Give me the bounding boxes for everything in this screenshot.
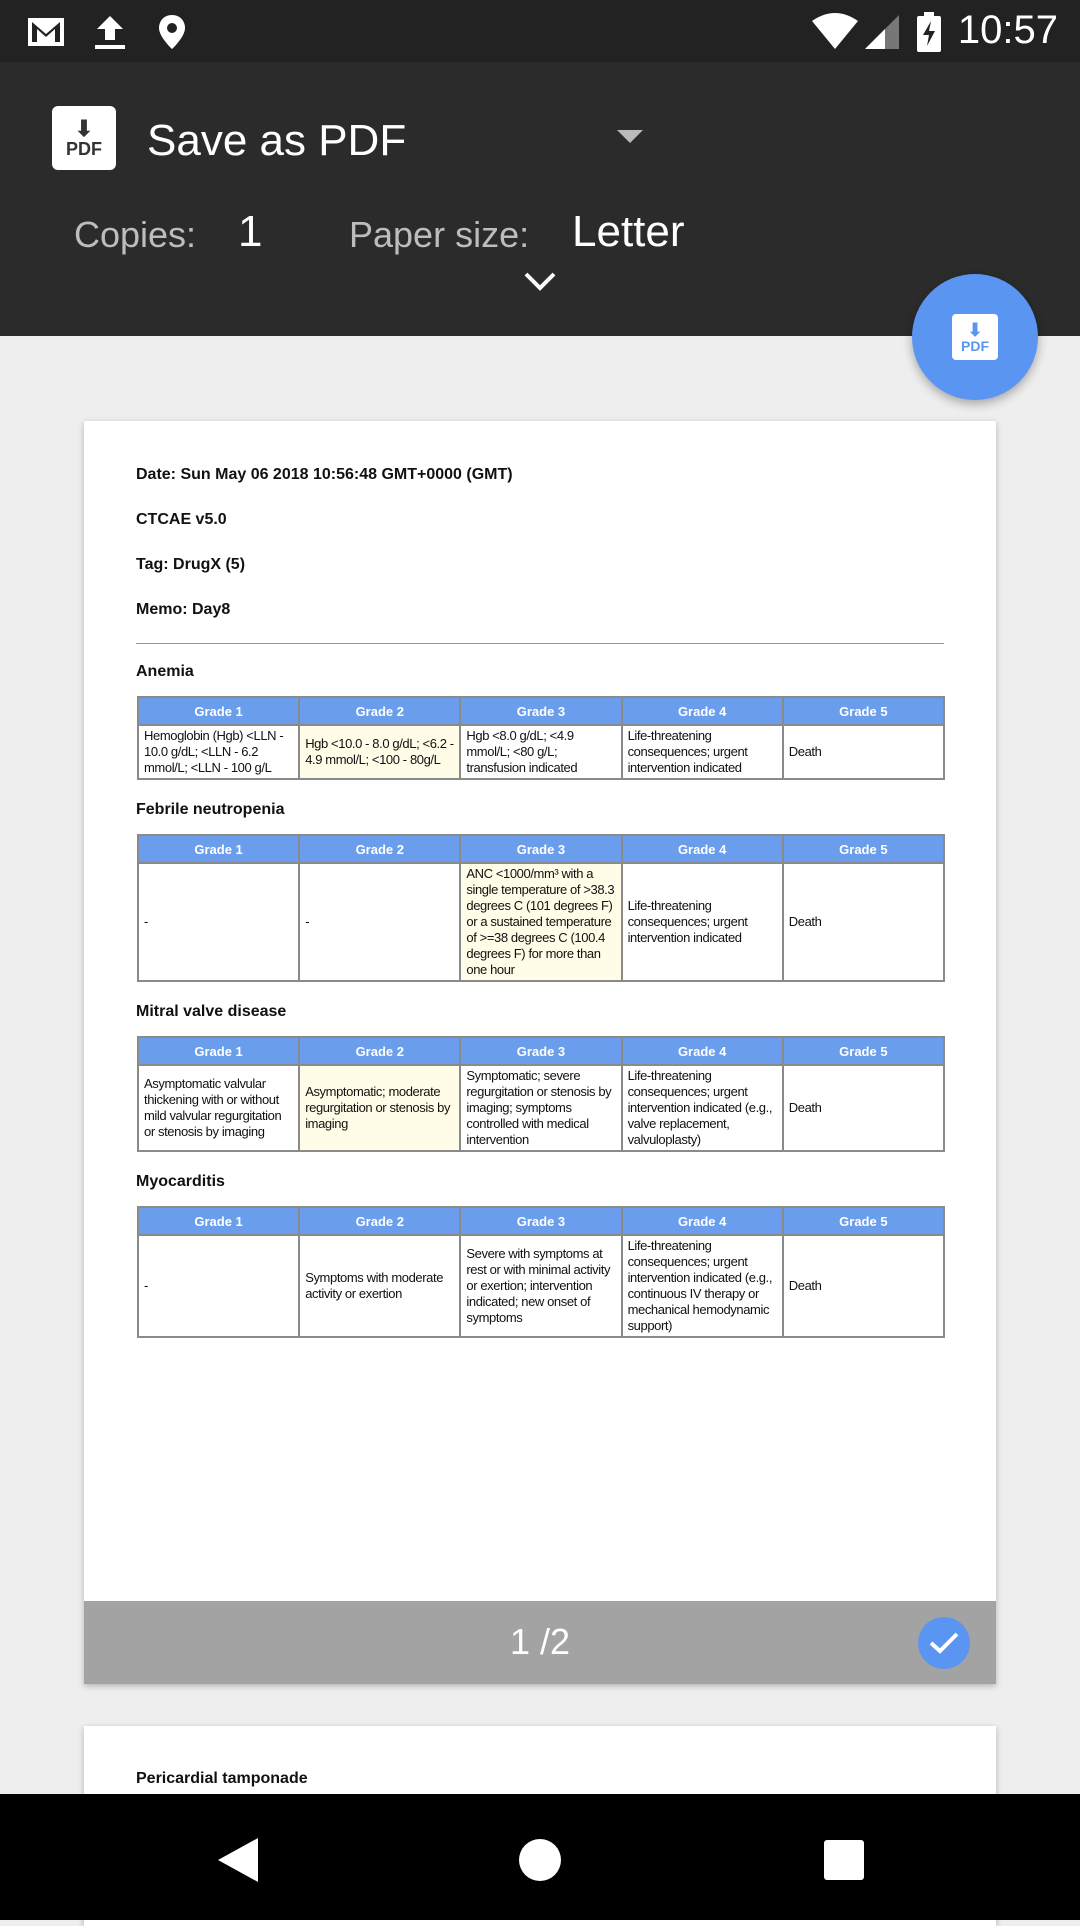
column-header: Grade 2 (299, 1037, 460, 1065)
gmail-icon (26, 12, 66, 52)
grade-cell: Asymptomatic valvular thickening with or without mild valvular regurgitation or stenosis by imaging (138, 1065, 299, 1151)
section-title: Myocarditis (136, 1173, 225, 1190)
back-icon[interactable] (208, 1830, 268, 1890)
pdf-file-icon: ⬇ PDF (52, 106, 116, 170)
grade-table (137, 1036, 945, 1152)
date-line: Date: Sun May 06 2018 10:56:48 GMT+0000 (GMT) (136, 466, 513, 483)
memo-line: Memo: Day8 (136, 601, 231, 618)
table-row (138, 1065, 944, 1151)
tag-line: Tag: DrugX (5) (136, 556, 246, 573)
print-toolbar (0, 62, 1080, 336)
column-header: Grade 4 (622, 835, 783, 863)
column-header: Grade 3 (460, 1037, 621, 1065)
grade-cell: Life-threatening consequences; urgent intervention indicated (e.g., continuous IV therapy or mechanical hemodynamic support) (622, 1235, 783, 1337)
printer-select[interactable]: Save as PDF (147, 116, 407, 165)
page-selected-checkbox[interactable] (918, 1617, 970, 1669)
check-icon (928, 1631, 960, 1655)
grade-cell: Asymptomatic; moderate regurgitation or stenosis by imaging (299, 1065, 460, 1151)
section-title: Anemia (136, 663, 194, 680)
dropdown-arrow-icon[interactable] (617, 130, 643, 143)
column-header: Grade 2 (299, 1207, 460, 1235)
clock: 10:57 (957, 8, 1058, 52)
page-preview-1[interactable] (84, 421, 996, 1684)
grade-cell: Hemoglobin (Hgb) <LLN - 10.0 g/dL; <LLN - 6.2 mmol/L; <LLN - 100 g/L (138, 725, 299, 779)
recents-icon[interactable] (814, 1830, 874, 1890)
signal-icon (862, 12, 902, 52)
table-header-row (138, 697, 944, 725)
section-title: Mitral valve disease (136, 1003, 287, 1020)
grade-cell: Hgb <8.0 g/dL; <4.9 mmol/L; <80 g/L; transfusion indicated (460, 725, 621, 779)
divider (136, 643, 944, 644)
grade-table (137, 1206, 945, 1338)
pdf-download-icon: ⬇ PDF (952, 314, 998, 360)
table-header-row (138, 835, 944, 863)
column-header: Grade 2 (299, 835, 460, 863)
column-header: Grade 4 (622, 697, 783, 725)
column-header: Grade 3 (460, 1207, 621, 1235)
grade-cell: Severe with symptoms at rest or with minimal activity or exertion; intervention indicated; new onset of symptoms (460, 1235, 621, 1337)
grade-cell: ANC <1000/mm³ with a single temperature of >38.3 degrees C (101 degrees F) or a sustained temperature of >=38 degrees C (100.4 degrees F) for more than one hour (460, 863, 621, 981)
table-row (138, 725, 944, 779)
column-header: Grade 5 (783, 835, 944, 863)
column-header: Grade 5 (783, 1207, 944, 1235)
table-header-row (138, 1037, 944, 1065)
grade-table (137, 696, 945, 780)
download-pdf-button[interactable] (912, 274, 1038, 400)
navigation-bar (0, 1794, 1080, 1920)
grade-cell: Death (783, 1235, 944, 1337)
grade-cell: - (138, 863, 299, 981)
paper-size-select[interactable]: Letter (572, 207, 685, 256)
table-row (138, 863, 944, 981)
wifi-icon (810, 12, 860, 52)
grade-cell: Life-threatening consequences; urgent intervention indicated (622, 725, 783, 779)
battery-charging-icon (914, 12, 944, 52)
home-icon[interactable] (510, 1830, 570, 1890)
column-header: Grade 5 (783, 1037, 944, 1065)
grade-cell: - (138, 1235, 299, 1337)
grade-cell: Life-threatening consequences; urgent intervention indicated (622, 863, 783, 981)
grade-cell: Symptomatic; severe regurgitation or stenosis by imaging; symptoms controlled with medical intervention (460, 1065, 621, 1151)
location-icon (152, 12, 192, 52)
grade-cell: - (299, 863, 460, 981)
page-footer (84, 1601, 996, 1684)
version-line: CTCAE v5.0 (136, 511, 227, 528)
column-header: Grade 3 (460, 697, 621, 725)
grade-cell: Symptoms with moderate activity or exertion (299, 1235, 460, 1337)
column-header: Grade 1 (138, 1207, 299, 1235)
table-row (138, 1235, 944, 1337)
grade-cell: Hgb <10.0 - 8.0 g/dL; <6.2 - 4.9 mmol/L; <100 - 80g/L (299, 725, 460, 779)
column-header: Grade 4 (622, 1207, 783, 1235)
grade-table (137, 834, 945, 982)
page-indicator: 1 /2 (509, 1621, 571, 1662)
table-header-row (138, 1207, 944, 1235)
column-header: Grade 1 (138, 835, 299, 863)
column-header: Grade 1 (138, 1037, 299, 1065)
grade-cell: Death (783, 1065, 944, 1151)
section-title: Pericardial tamponade (136, 1770, 308, 1787)
copies-label: Copies: (74, 214, 197, 255)
upload-icon (90, 12, 130, 52)
section-title: Febrile neutropenia (136, 801, 285, 818)
grade-cell: Death (783, 725, 944, 779)
expand-chevron-icon[interactable] (522, 270, 558, 294)
column-header: Grade 5 (783, 697, 944, 725)
column-header: Grade 1 (138, 697, 299, 725)
status-bar (0, 0, 1080, 62)
grade-cell: Death (783, 863, 944, 981)
copies-input[interactable]: 1 (238, 207, 263, 256)
grade-cell: Life-threatening consequences; urgent intervention indicated (e.g., valve replacement, valvuloplasty) (622, 1065, 783, 1151)
column-header: Grade 3 (460, 835, 621, 863)
column-header: Grade 4 (622, 1037, 783, 1065)
column-header: Grade 2 (299, 697, 460, 725)
paper-size-label: Paper size: (349, 214, 530, 255)
